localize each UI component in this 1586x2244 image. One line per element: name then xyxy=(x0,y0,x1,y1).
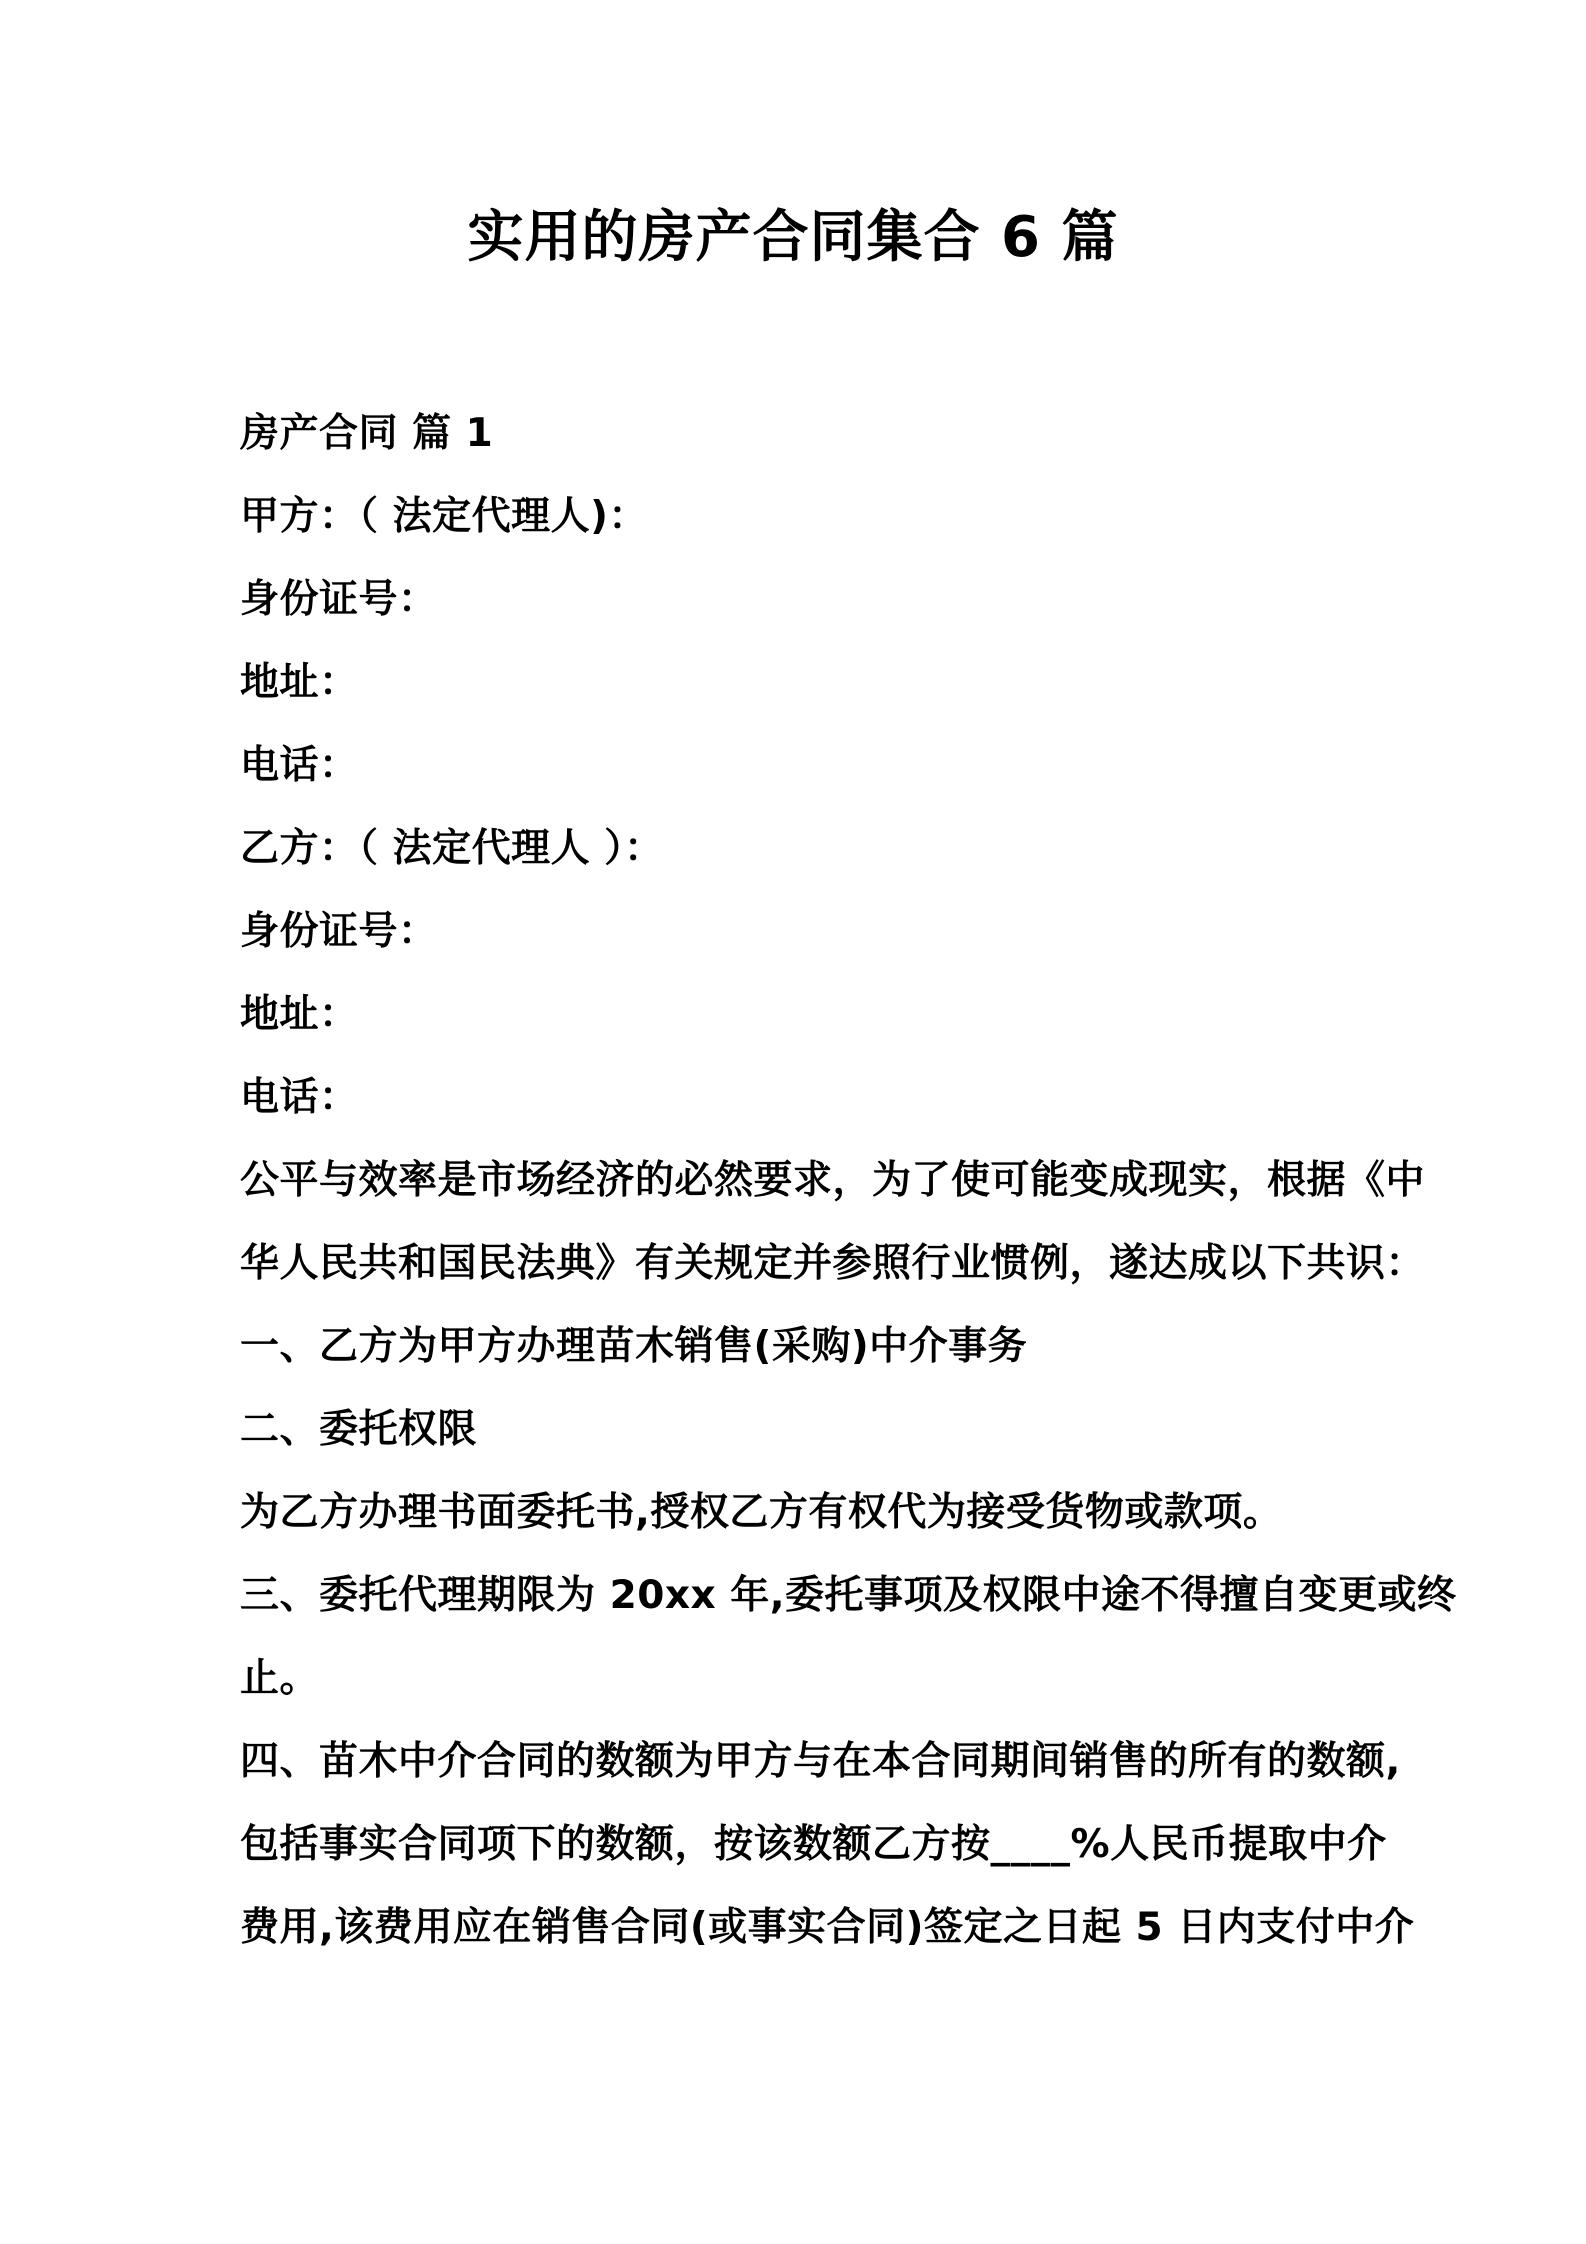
document-title: 实用的房产合同集合 6 篇 xyxy=(467,205,1119,270)
text-line: 止。 xyxy=(240,1656,320,1701)
text-line: 华人民共和国民法典》有关规定并参照行业惯例，遂达成以下共识： xyxy=(240,1241,1426,1286)
text-line: 身份证号： xyxy=(240,909,438,954)
text-line: 乙方：（ 法定代理人 ）： xyxy=(240,826,664,871)
text-line: 电话： xyxy=(240,743,359,788)
text-line: 地址： xyxy=(240,660,359,705)
text-line: 房产合同 篇 1 xyxy=(240,411,494,456)
document-body xyxy=(0,392,1586,1969)
text-line: 电话： xyxy=(240,1075,359,1120)
text-line: 一、乙方为甲方办理苗木销售(采购)中介事务 xyxy=(240,1324,1028,1369)
text-line: 三、委托代理期限为 20xx 年,委托事项及权限中途不得擅自变更或终 xyxy=(240,1573,1457,1618)
text-line: 二、委托权限 xyxy=(240,1407,478,1452)
text-line: 包括事实合同项下的数额，按该数额乙方按____%人民币提取中介 xyxy=(240,1822,1387,1867)
text-line: 四、苗木中介合同的数额为甲方与在本合同期间销售的所有的数额, xyxy=(240,1739,1401,1784)
text-line: 身份证号： xyxy=(240,577,438,622)
text-line: 费用,该费用应在销售合同(或事实合同)签定之日起 5 日内支付中介 xyxy=(240,1905,1415,1950)
text-line: 地址： xyxy=(240,992,359,1037)
text-line: 甲方：（ 法定代理人)： xyxy=(240,494,648,539)
text-line: 公平与效率是市场经济的必然要求，为了使可能变成现实，根据《中 xyxy=(240,1158,1426,1203)
text-line: 为乙方办理书面委托书,授权乙方有权代为接受货物或款项。 xyxy=(240,1490,1283,1535)
